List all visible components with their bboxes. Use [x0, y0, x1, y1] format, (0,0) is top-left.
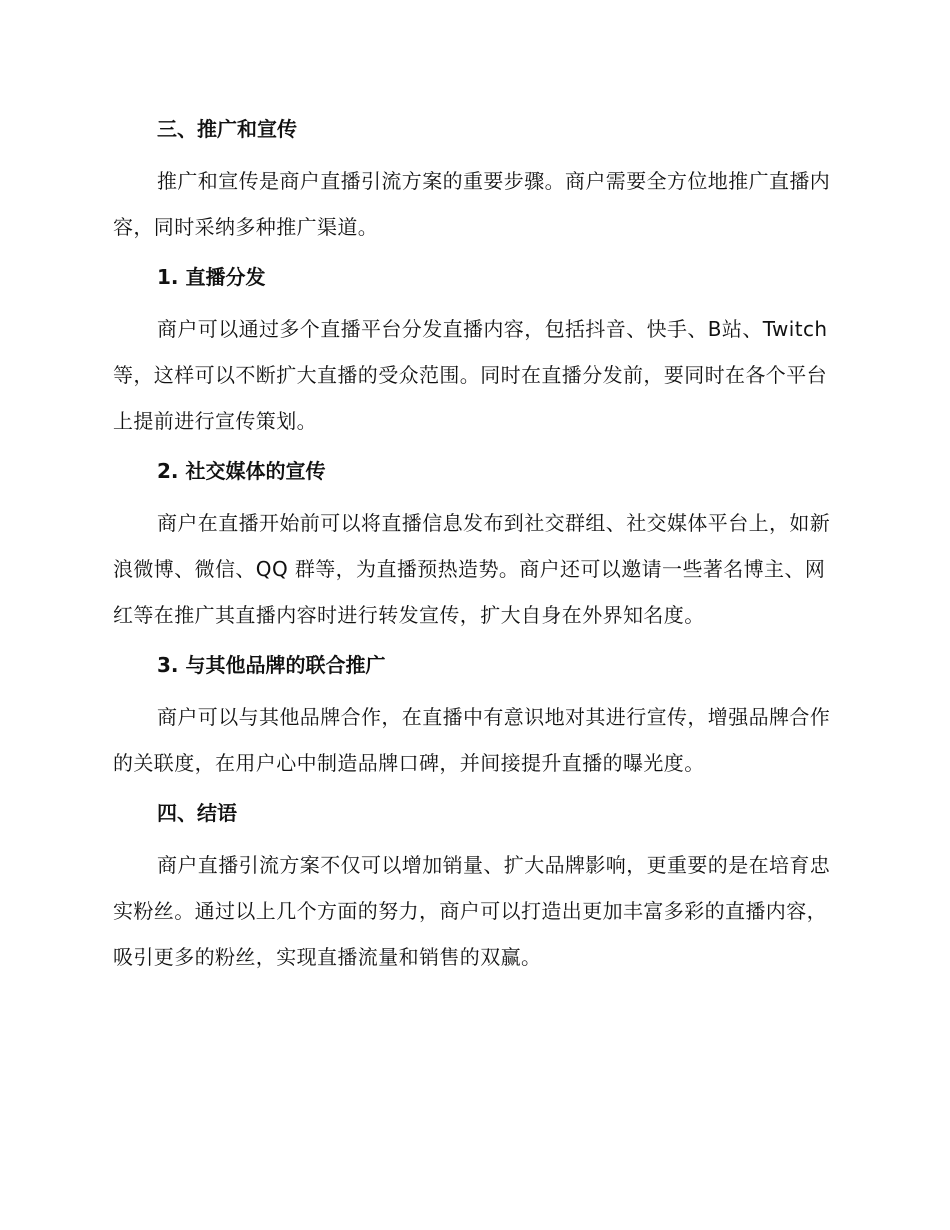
section-paragraph-social-media: 商户在直播开始前可以将直播信息发布到社交群组、社交媒体平台上，如新浪微博、微信、QQ 群等，为直播预热造势。商户还可以邀请一些著名博主、网红等在推广其直播内容时进行转发宣传，扩大自身在外界知名度。: [113, 511, 831, 627]
section-heading-promotion: 三、推广和宣传: [157, 117, 297, 141]
section-paragraph-live-distribution: 商户可以通过多个直播平台分发直播内容，包括抖音、快手、B站、Twitch 等，这样可以不断扩大直播的受众范围。同时在直播分发前，要同时在各个平台上提前进行宣传策划。: [113, 317, 828, 433]
section-heading-joint-promotion: 3. 与其他品牌的联合推广: [157, 653, 386, 677]
section-paragraph-promotion: 推广和宣传是商户直播引流方案的重要步骤。商户需要全方位地推广直播内容，同时采纳多种推广渠道。: [113, 169, 831, 239]
section-paragraph-conclusion: 商户直播引流方案不仅可以增加销量、扩大品牌影响，更重要的是在培育忠实粉丝。通过以上几个方面的努力，商户可以打造出更加丰富多彩的直播内容，吸引更多的粉丝，实现直播流量和销售的双赢。: [113, 853, 831, 969]
section-heading-conclusion: 四、结语: [157, 801, 237, 825]
section-heading-social-media: 2. 社交媒体的宣传: [157, 459, 326, 483]
document-body: [113, 108, 837, 986]
section-heading-live-distribution: 1. 直播分发: [157, 265, 266, 289]
section-paragraph-joint-promotion: 商户可以与其他品牌合作，在直播中有意识地对其进行宣传，增强品牌合作的关联度，在用户心中制造品牌口碑，并间接提升直播的曝光度。: [113, 705, 831, 775]
